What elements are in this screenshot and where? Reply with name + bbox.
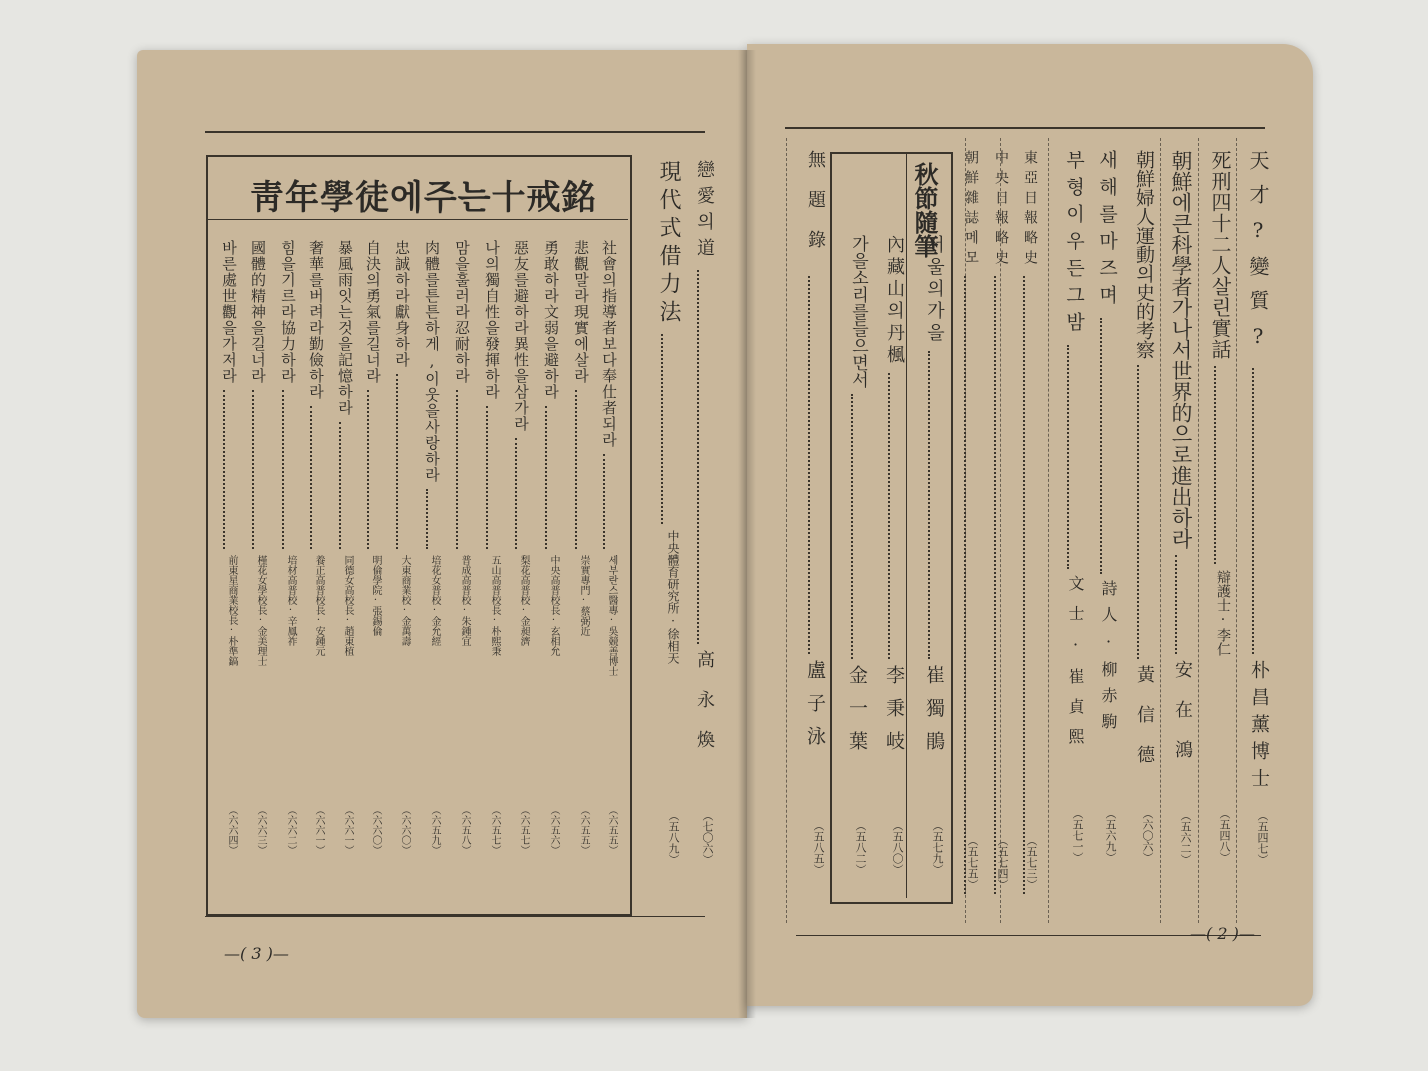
- right-article-8-leader: [994, 276, 996, 894]
- commandment-5-leader: [486, 406, 488, 549]
- commandment-6-title: 맘을훌러라忍耐하라: [453, 240, 471, 384]
- commandment-11-author: 養正高普校長·安鍾元: [313, 555, 324, 656]
- commandment-7-page: （六五九）: [429, 805, 440, 855]
- right-article-4-title: 朝鮮婦人運動의史的考察: [1133, 150, 1155, 359]
- commandment-1-page: （六五五）: [606, 805, 617, 855]
- right-article-1-leader: [1252, 368, 1254, 654]
- left-article-1: [683, 160, 713, 900]
- commandment-10-leader: [339, 422, 341, 549]
- right-article-1-author: 朴昌薰博士: [1248, 660, 1270, 795]
- left-bottom-rule: [205, 916, 705, 917]
- right-article-5-author: 詩人·柳赤駒: [1099, 580, 1118, 739]
- essay-2: [875, 235, 903, 900]
- right-article-4-page: （六〇六）: [1141, 808, 1154, 863]
- right-article-6: [1053, 150, 1083, 910]
- right-article-7: [1011, 150, 1037, 910]
- column-separator-7: [786, 138, 787, 923]
- left-article-1-title: 戀愛의道: [694, 160, 715, 264]
- right-article-9-leader: [964, 276, 966, 894]
- right-article-5-title: 새해를마즈며: [1096, 150, 1118, 312]
- right-article-1-page: （五四七）: [1256, 810, 1269, 865]
- commandment-5-page: （六五七）: [489, 805, 500, 855]
- left-article-2-title: 現代式借力法: [656, 160, 681, 328]
- essay-3-author: 金一葉: [846, 665, 868, 764]
- right-article-6-leader: [1067, 345, 1069, 569]
- commandment-3-leader: [545, 406, 547, 549]
- box-title: 靑年學徒에주는十戒銘: [250, 178, 597, 218]
- commandment-1-leader: [603, 454, 605, 549]
- right-article-4: [1123, 150, 1153, 910]
- left-article-2-page: （五八九）: [667, 810, 680, 865]
- commandment-14-title: 바른處世觀을가저라: [220, 240, 238, 384]
- right-article-3-author: 安在鴻: [1172, 660, 1193, 780]
- commandment-10-title: 暴風雨잇는것을記憶하라: [336, 240, 354, 416]
- right-article-7-title: 東亞日報略史: [1022, 150, 1038, 270]
- column-separator-4: [1048, 138, 1049, 923]
- commandment-5: [475, 240, 499, 900]
- right-article-3-page: （五六二）: [1179, 810, 1192, 865]
- commandment-8-author: 大東商業校·金萬壽: [399, 555, 410, 646]
- right-article-7-leader: [1023, 276, 1025, 894]
- commandment-9: [356, 240, 380, 900]
- essay-1-leader: [928, 351, 930, 659]
- essay-3-title: 가을소리를들으면서: [848, 235, 868, 388]
- commandment-1-author: 세부란스醫專·吳競善博士: [606, 555, 617, 676]
- book-gutter: [738, 50, 756, 1018]
- right-article-8: [982, 150, 1008, 910]
- commandment-2-author: 崇實專門·蔡弼近: [578, 555, 589, 636]
- commandment-1-title: 社會의指導者보다奉仕者되라: [600, 240, 618, 448]
- left-article-2: [645, 160, 679, 900]
- right-article-4-leader: [1137, 365, 1139, 659]
- last-article-entry-title: 無題錄: [805, 150, 826, 270]
- commandment-4-page: （六五七）: [518, 805, 529, 855]
- last-article-entry-leader: [808, 276, 810, 654]
- commandment-13-leader: [252, 390, 254, 549]
- right-article-7-page: （五七三）: [1025, 835, 1038, 890]
- commandment-2-leader: [575, 390, 577, 549]
- commandment-4-author: 梨花高普校·金昶濟: [518, 555, 529, 646]
- right-article-3-title: 朝鮮에큰科學者가나서世界的으로進出하라: [1169, 150, 1193, 549]
- commandment-12-leader: [282, 390, 284, 549]
- right-article-3-leader: [1175, 555, 1177, 654]
- box-title-divider: [208, 219, 628, 220]
- left-article-1-author: 高永煥: [694, 650, 715, 770]
- right-article-1: [1238, 150, 1268, 910]
- essay-box-title: 秋節隨筆: [910, 162, 939, 258]
- right-article-9-title: 朝鮮雜誌메모: [963, 150, 979, 270]
- last-article-entry: [794, 150, 824, 910]
- essay-1-page: （五七九）: [931, 820, 944, 875]
- commandment-4-leader: [515, 438, 517, 549]
- commandment-6: [445, 240, 469, 900]
- right-article-5-leader: [1100, 318, 1102, 574]
- commandment-13-page: （六六三）: [255, 805, 266, 855]
- right-article-2-author: 辯護士·李仁: [1215, 570, 1231, 656]
- commandment-3-author: 中央高普校長·玄相允: [548, 555, 559, 656]
- essay-1: [915, 235, 943, 900]
- commandment-7-leader: [426, 489, 428, 549]
- last-article-entry-page: （五八五）: [812, 820, 825, 875]
- commandment-3-title: 勇敢하라文弱을避하라: [542, 240, 560, 400]
- commandment-9-leader: [367, 390, 369, 549]
- right-article-8-page: （五七四）: [996, 835, 1009, 890]
- left-article-2-author: 中央體育研究所·徐相天: [666, 530, 680, 664]
- column-separator-1: [1236, 138, 1237, 923]
- left-article-1-page: （七〇六）: [701, 810, 714, 865]
- right-article-6-title: 부형이우든그밤: [1063, 150, 1085, 339]
- commandment-10-author: 同德女高校長·趙東植: [342, 555, 353, 656]
- commandment-2-title: 悲觀말라現實에살라: [572, 240, 590, 384]
- essay-box-divider: [906, 154, 907, 898]
- left-article-2-leader: [661, 334, 663, 524]
- left-article-1-leader: [697, 270, 699, 644]
- commandment-13: [241, 240, 265, 900]
- commandment-10-page: （六六一）: [342, 805, 353, 855]
- right-article-9-page: （五七五）: [966, 835, 979, 890]
- essay-1-author: 崔獨鵑: [923, 665, 945, 764]
- right-article-8-title: 中央日報略史: [993, 150, 1009, 270]
- last-article-entry-author: 盧子泳: [804, 660, 826, 759]
- right-article-2-title: 死刑四十二人살린實話: [1208, 150, 1232, 360]
- essay-3: [838, 235, 866, 900]
- commandment-1: [592, 240, 616, 900]
- commandment-6-leader: [456, 390, 458, 549]
- commandment-5-title: 나의獨自性을發揮하라: [483, 240, 501, 400]
- commandment-12-title: 힘을기르라協力하라: [279, 240, 297, 384]
- commandment-3-page: （六五六）: [548, 805, 559, 855]
- commandment-9-author: 明倫學院·張錫倫: [370, 555, 381, 636]
- commandment-12: [271, 240, 295, 900]
- right-page-number: —( 2 )—: [1190, 924, 1255, 943]
- essay-1-title: 서울의가을: [924, 235, 945, 345]
- essay-2-leader: [888, 373, 890, 659]
- commandment-13-author: 槿花女學校長·金美理士: [255, 555, 266, 666]
- commandment-14-author: 前東星商業校長·朴準鎬: [226, 555, 237, 666]
- commandment-14: [212, 240, 236, 900]
- commandment-6-author: 普成高普校·朱鍾宜: [459, 555, 470, 646]
- commandment-9-page: （六六〇）: [370, 805, 381, 855]
- commandment-11-title: 奢華를버려라勤儉하라: [307, 240, 325, 400]
- commandment-2-page: （六五五）: [578, 805, 589, 855]
- essay-2-page: （五八〇）: [891, 820, 904, 875]
- commandment-13-title: 國體的精神을길너라: [249, 240, 267, 384]
- commandment-14-page: （六六四）: [226, 805, 237, 855]
- commandment-8-leader: [396, 374, 398, 549]
- right-article-3: [1161, 150, 1191, 910]
- right-article-6-author: 文士·崔貞熙: [1066, 575, 1085, 758]
- commandment-14-leader: [223, 390, 225, 549]
- commandment-12-page: （六六二）: [285, 805, 296, 855]
- commandment-5-author: 五山高普校長·朴熙秉: [489, 555, 500, 656]
- commandment-7: [415, 240, 439, 900]
- commandment-4-title: 惡友를避하라異性을삼가라: [512, 240, 530, 432]
- right-top-rule: [785, 127, 1265, 129]
- right-article-1-title: 天才?變質?: [1246, 150, 1270, 362]
- right-article-2: [1200, 150, 1230, 910]
- commandment-11: [299, 240, 323, 900]
- left-page-number: —( 3 )—: [224, 944, 289, 963]
- commandment-9-title: 自決의勇氣를길너라: [364, 240, 382, 384]
- commandment-8: [385, 240, 409, 900]
- commandment-3: [534, 240, 558, 900]
- right-article-6-page: （五七一）: [1071, 808, 1084, 863]
- right-article-4-author: 黃信德: [1134, 665, 1155, 785]
- right-article-9: [952, 150, 978, 910]
- right-article-2-leader: [1214, 366, 1216, 564]
- commandment-7-author: 培花女普校·金允經: [429, 555, 440, 646]
- column-separator-2: [1198, 138, 1199, 923]
- right-article-5-page: （五六九）: [1104, 808, 1117, 863]
- commandment-12-author: 培材高普校·辛鳳祚: [285, 555, 296, 646]
- commandment-8-page: （六六〇）: [399, 805, 410, 855]
- essay-3-page: （五八二）: [854, 820, 867, 875]
- essay-2-author: 李秉岐: [883, 665, 905, 764]
- right-article-2-page: （五四八）: [1218, 808, 1231, 863]
- commandment-7-title: 肉體를튼튼하게,이웃을사랑하라: [423, 240, 441, 483]
- commandment-11-leader: [310, 406, 312, 549]
- commandment-10: [328, 240, 352, 900]
- essay-3-leader: [851, 394, 853, 659]
- commandment-4: [504, 240, 528, 900]
- left-top-rule: [205, 131, 705, 133]
- commandment-11-page: （六六一）: [313, 805, 324, 855]
- right-article-5: [1086, 150, 1116, 910]
- commandment-2: [564, 240, 588, 900]
- commandment-8-title: 忠誠하라獻身하라: [393, 240, 411, 368]
- essay-2-title: 內藏山의丹楓: [884, 235, 905, 367]
- commandment-6-page: （六五八）: [459, 805, 470, 855]
